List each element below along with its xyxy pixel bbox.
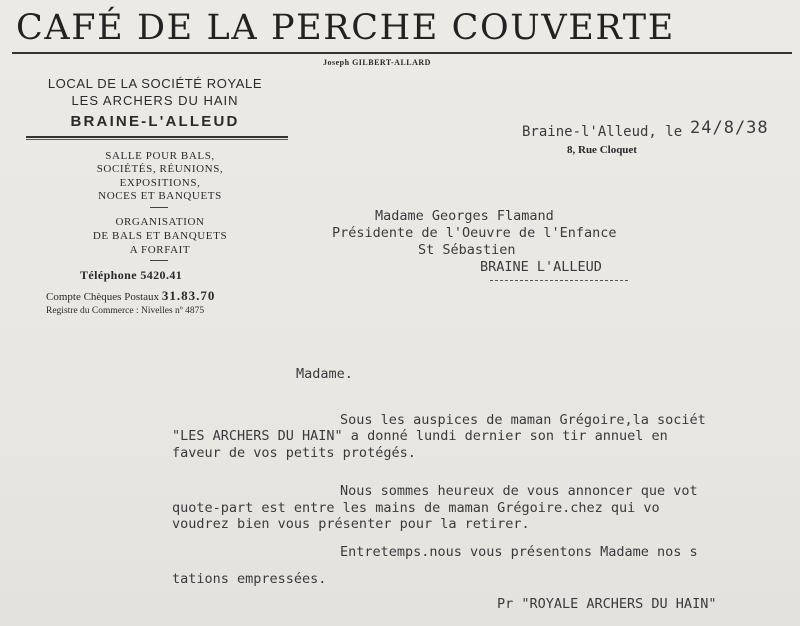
telephone-number: 5420.41 bbox=[140, 268, 183, 282]
recipient-line: Présidente de l'Oeuvre de l'Enfance bbox=[332, 225, 617, 241]
commerce-register: Registre du Commerce : Nivelles nº 4875 bbox=[46, 306, 205, 316]
body-line: faveur de vos petits protégés. bbox=[172, 445, 416, 461]
telephone bbox=[80, 268, 182, 283]
body-line: "LES ARCHERS DU HAIN" a donné lundi dernier son tir annuel en bbox=[172, 428, 668, 444]
date-place: Braine-l'Alleud, le bbox=[522, 124, 683, 140]
body-line: Nous sommes heureux de vous annoncer que vot bbox=[340, 483, 698, 499]
divider bbox=[150, 207, 168, 208]
body-line: Entretemps.nous vous présentons Madame nos s bbox=[340, 544, 698, 560]
local-line-2: LES ARCHERS DU HAIN bbox=[71, 93, 239, 108]
recipient-dashed-rule bbox=[490, 280, 628, 281]
recipient-line: St Sébastien bbox=[418, 242, 516, 258]
service-line: NOCES ET BANQUETS bbox=[98, 190, 222, 202]
body-line: Sous les auspices de maman Grégoire,la sociét bbox=[340, 412, 706, 428]
divider bbox=[150, 260, 168, 261]
recipient-line: Madame Georges Flamand bbox=[375, 208, 554, 224]
cheques-label: Compte Chèques Postaux bbox=[46, 291, 160, 303]
salutation: Madame. bbox=[296, 366, 353, 382]
postal-cheques bbox=[46, 288, 215, 304]
handwritten-date: 24/8/38 bbox=[690, 118, 769, 138]
organisation-line: ORGANISATION bbox=[115, 216, 205, 228]
body-line: quote-part est entre les mains de maman Grégoire.chez qui vo bbox=[172, 500, 660, 516]
service-line: SOCIÉTÉS, RÉUNIONS, bbox=[96, 163, 224, 175]
telephone-label: Téléphone bbox=[80, 268, 137, 282]
local-line-1: LOCAL DE LA SOCIÉTÉ ROYALE bbox=[47, 76, 263, 91]
cheques-number: 31.83.70 bbox=[161, 288, 216, 303]
recipient-line: BRAINE L'ALLEUD bbox=[480, 259, 602, 275]
signature-line: Pr "ROYALE ARCHERS DU HAIN" bbox=[497, 596, 717, 612]
body-line: voudrez bien vous présenter pour la retirer. bbox=[172, 516, 530, 532]
body-line: tations empressées. bbox=[172, 571, 327, 587]
street-address: 8, Rue Cloquet bbox=[567, 144, 637, 156]
proprietor-name: Joseph GILBERT-ALLARD bbox=[323, 58, 431, 67]
city-rule bbox=[26, 136, 288, 138]
letterhead-city: BRAINE-L'ALLEUD bbox=[70, 113, 240, 130]
letterhead-title: CAFÉ DE LA PERCHE COUVERTE bbox=[16, 8, 675, 48]
service-line: EXPOSITIONS, bbox=[119, 177, 201, 189]
organisation-line: DE BALS ET BANQUETS bbox=[92, 230, 228, 242]
service-line: SALLE POUR BALS, bbox=[105, 150, 215, 162]
city-rule-thin bbox=[26, 139, 288, 140]
organisation-line: A FORFAIT bbox=[129, 244, 191, 256]
title-underline bbox=[12, 52, 792, 54]
